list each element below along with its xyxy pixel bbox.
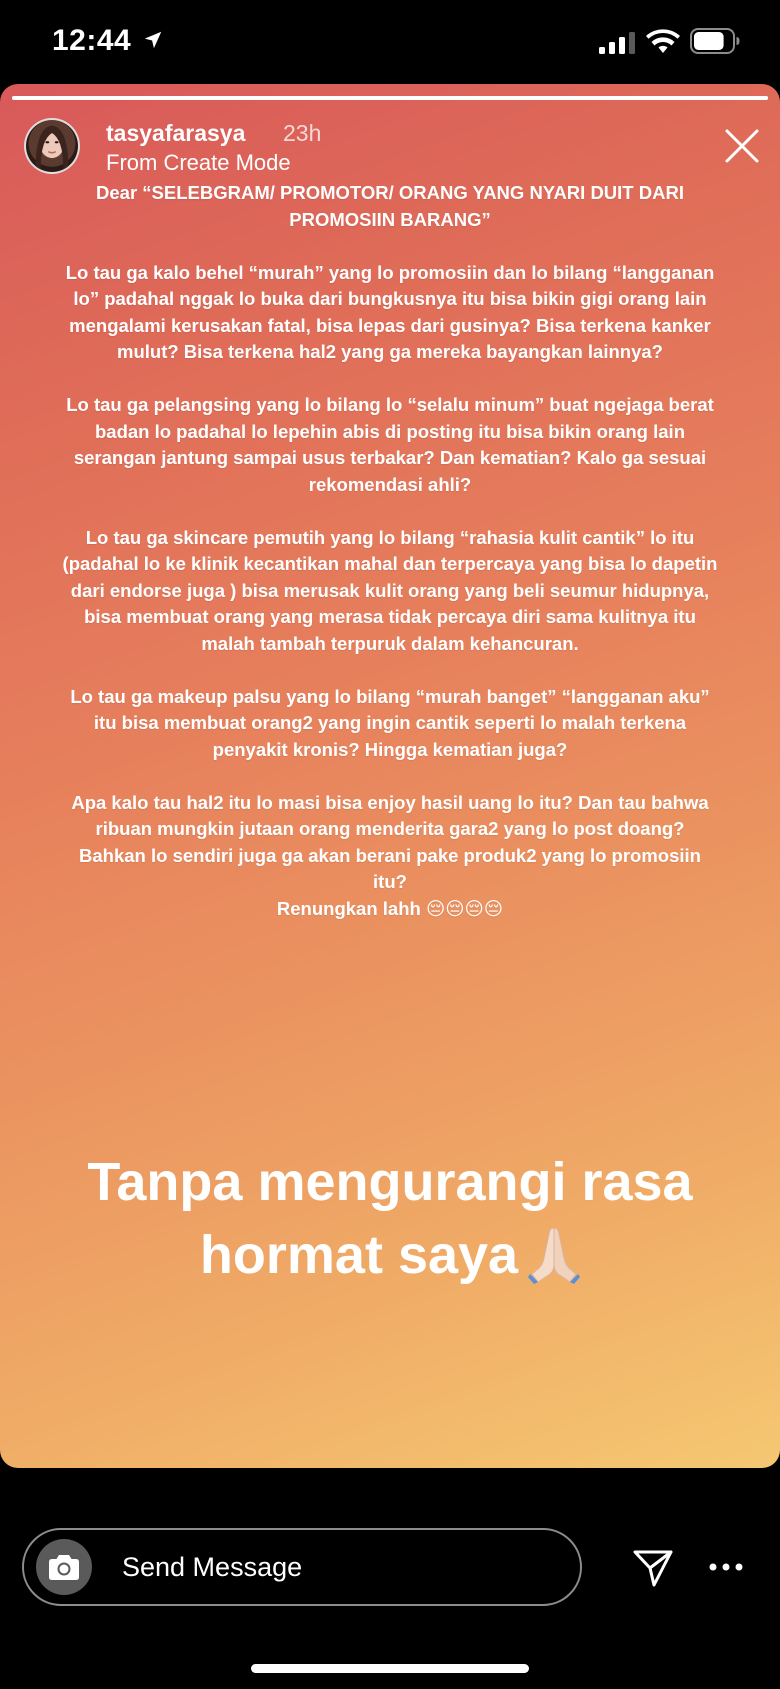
username[interactable]: tasyafarasya (106, 120, 246, 146)
battery-icon (690, 28, 740, 54)
close-icon[interactable] (724, 128, 760, 164)
wifi-icon (646, 28, 680, 54)
pray-emoji-icon (528, 1224, 580, 1284)
story-paragraph: Lo tau ga skincare pemutih yang lo bilang “rahasia kulit cantik” lo itu (padahal lo ke klinik kecantikan mahal dan terpercaya yang bisa lo dapetin dari endorse juga ) bisa merusak kulit orang yang beli seumur hidupnya, bisa membuat orang yang merasa tidak percaya diri sama kulitnya itu malah tambah terpuruk dalam kehancuran. (62, 526, 718, 654)
story-paragraph: Dear “SELEBGRAM/ PROMOTOR/ ORANG YANG NYARI DUIT DARI PROMOSIIN BARANG” (96, 182, 684, 230)
send-message-input[interactable] (122, 1548, 562, 1586)
story-paragraph: Lo tau ga makeup palsu yang lo bilang “murah banget” “langganan aku” itu bisa membuat orang2 yang ingin cantik seperti lo malah terkena penyakit kronis? Hingga kematian juga? (70, 685, 710, 760)
status-time: 12:44 (52, 24, 132, 57)
story-paragraph: Lo tau ga kalo behel “murah” yang lo promosiin dan lo bilang “langganan lo” padahal nggak lo buka dari bungkusnya itu bisa bikin gigi orang lain mengalami kerusakan fatal, bisa lepas dari gusinya? Bisa terkena kanker mulut? Bisa terkena hal2 yang ga mereka bayangkan lainnya? (65, 261, 715, 362)
story-timestamp: 23h (283, 120, 322, 146)
avatar[interactable] (24, 118, 80, 174)
story-progress-bar (12, 96, 768, 100)
story-card[interactable] (0, 84, 780, 1468)
more-options-icon[interactable] (708, 1560, 744, 1574)
send-icon[interactable] (632, 1548, 674, 1588)
camera-icon (49, 1553, 79, 1581)
story-paragraph: Lo tau ga pelangsing yang lo bilang lo “selalu minum” buat ngejaga berat badan lo padahal lo lepehin abis di posting itu bisa bikin orang lain serangan jantung sampai usus terbakar? Dan kematian? Kalo ga sesuai rekomendasi ahli? (66, 394, 714, 495)
closing-message (20, 1146, 760, 1292)
location-arrow-icon (142, 29, 164, 51)
story-source-label: From Create Mode (106, 150, 291, 175)
avatar-portrait-icon (26, 120, 78, 172)
story-progress-fill (12, 96, 768, 100)
reply-bar (22, 1528, 582, 1606)
story-text (60, 180, 720, 922)
status-bar (0, 0, 780, 84)
story-paragraph: Apa kalo tau hal2 itu lo masi bisa enjoy hasil uang lo itu? Dan tau bahwa ribuan mungkin jutaan orang menderita gara2 yang lo post doang? Bahkan lo sendiri juga ga akan berani pake produk2 yang lo promosiin itu? Renungkan lahh 😔😔😔😔 (71, 791, 709, 919)
cellular-signal-icon (599, 32, 635, 54)
camera-button[interactable] (36, 1539, 92, 1595)
home-indicator[interactable] (251, 1664, 529, 1673)
closing-message-text: Tanpa mengurangi rasa hormat saya (87, 1152, 693, 1285)
